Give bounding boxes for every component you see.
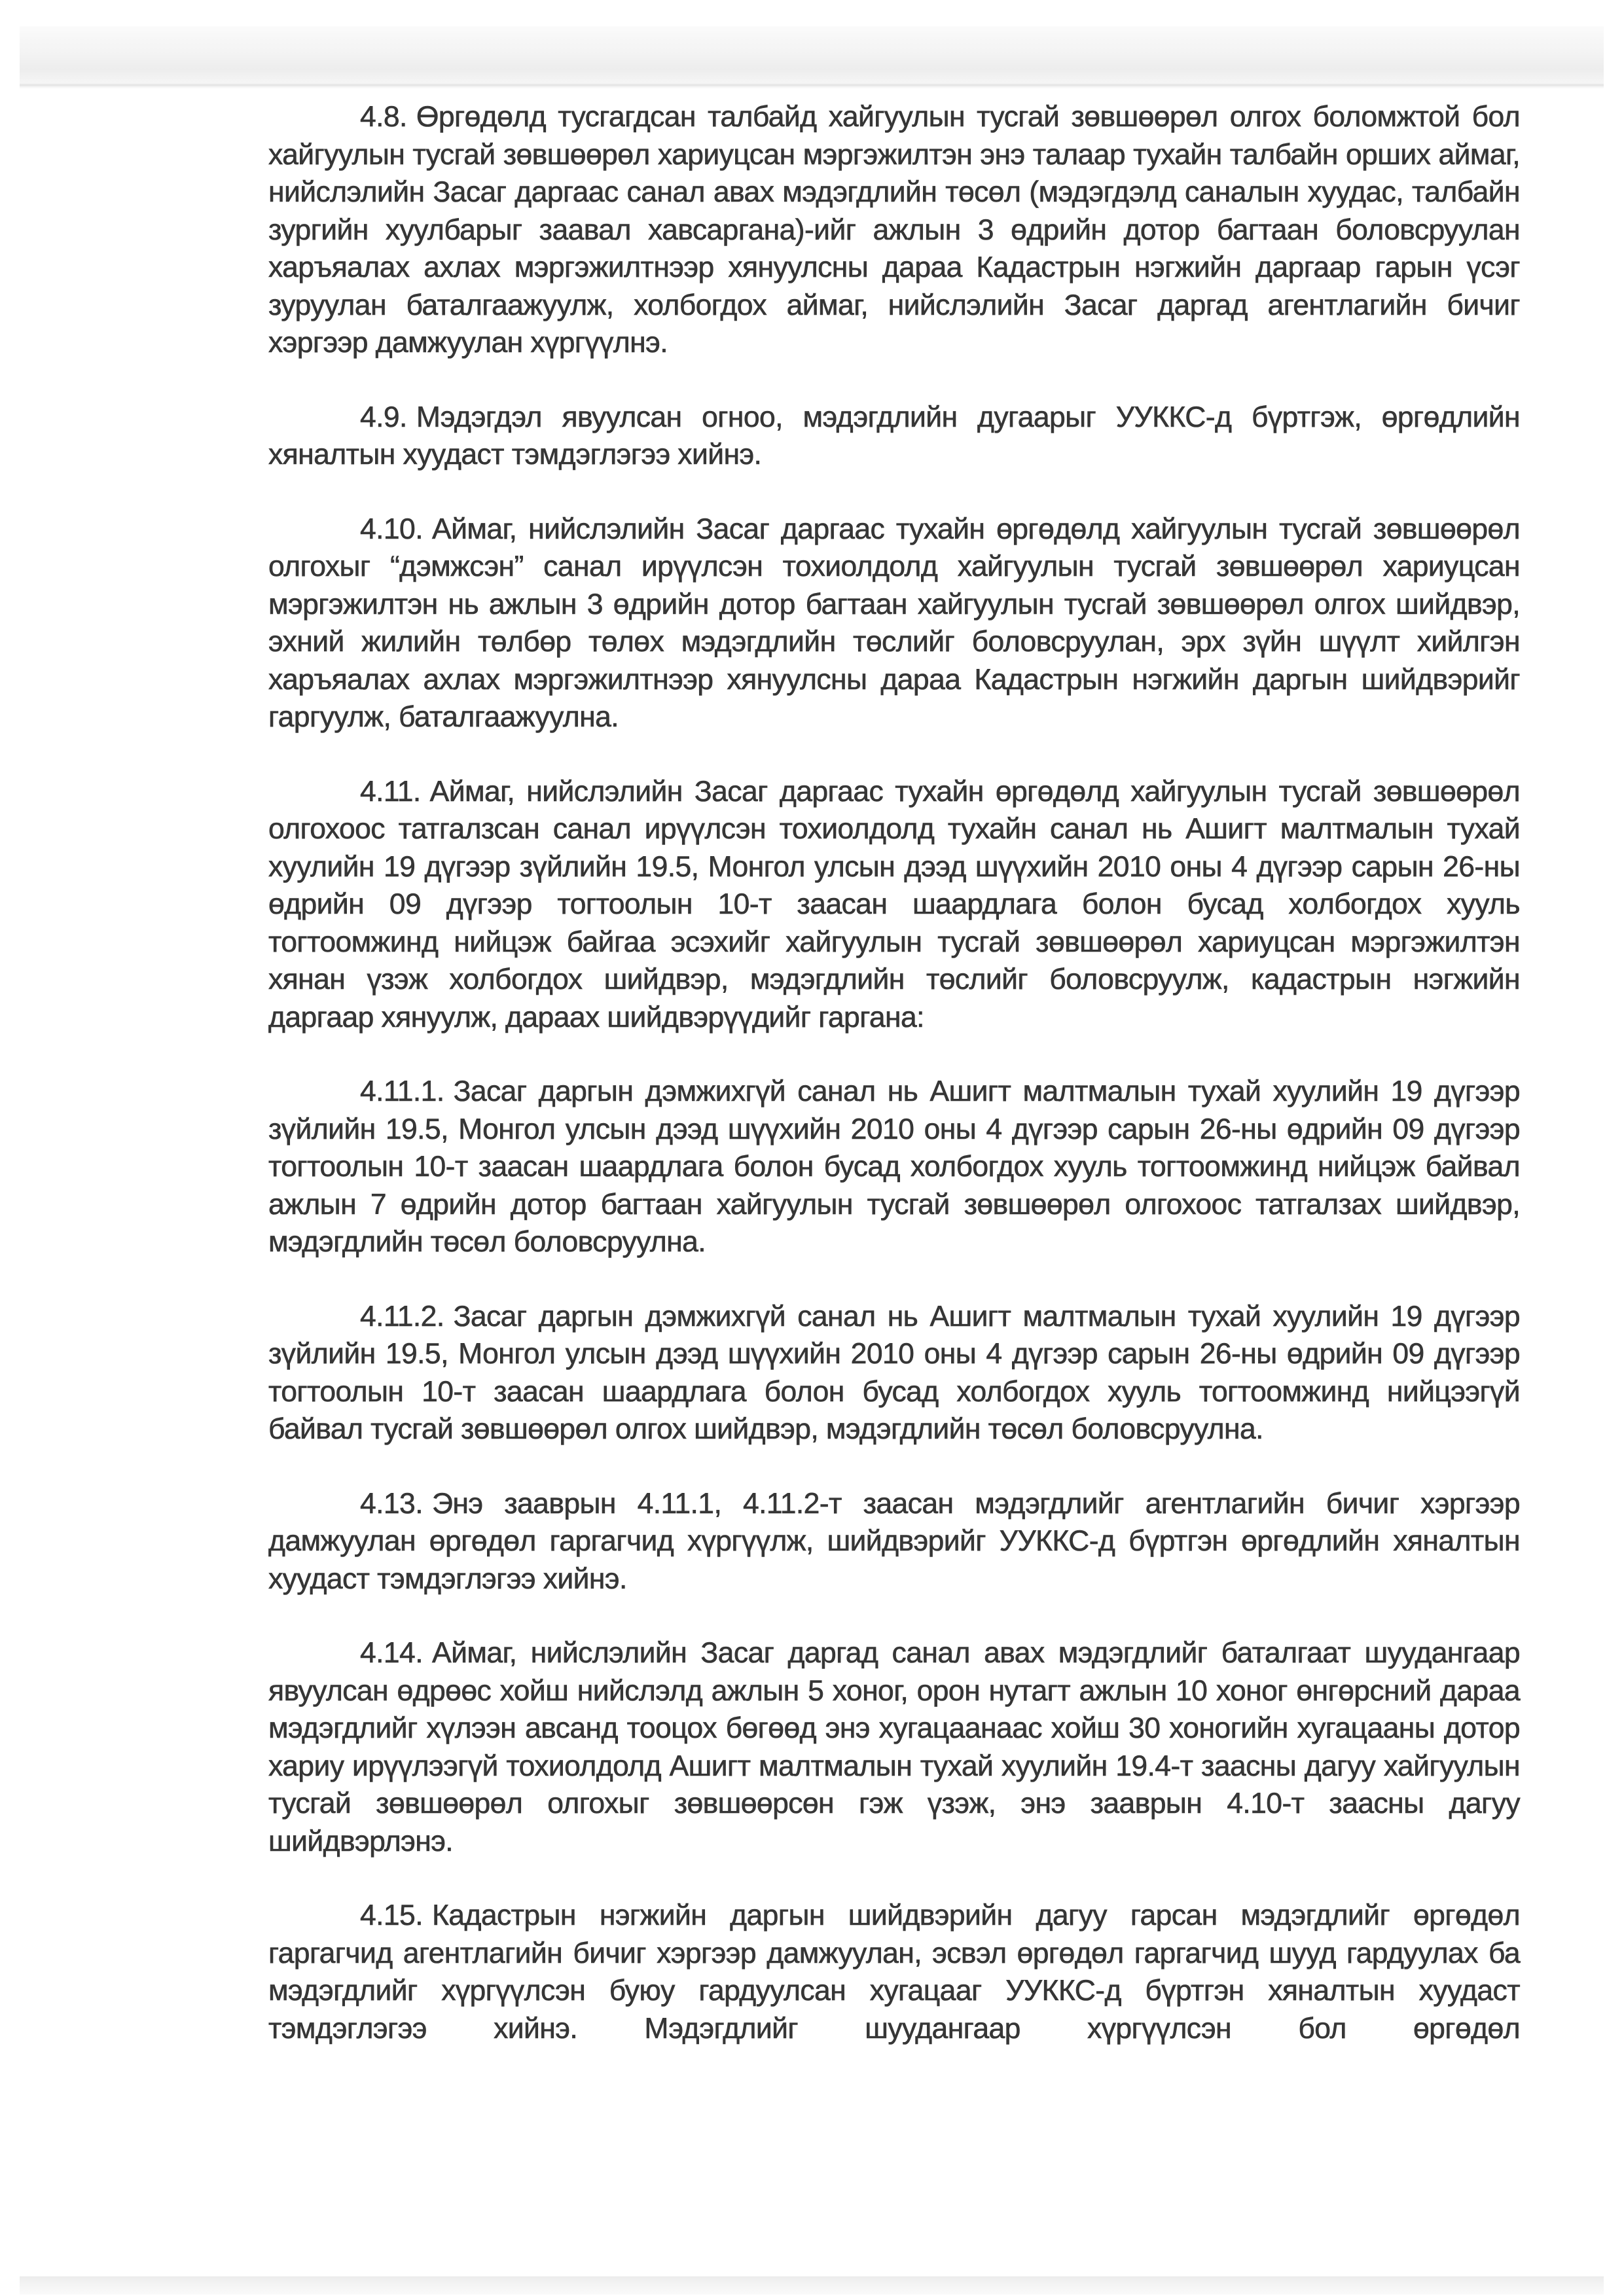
paragraph-text: Засаг даргын дэмжихгүй санал нь Ашигт малтмалын тухай хуулийн 19 дүгээр зүйлийн 19.5, Монгол улсын дээд шүүхийн 2010 оны 4 дүгээр сарын 26-ны өдрийн 09 дүгээр тогтоолын 10-т заасан шаардлага болон бусад холбогдох хууль тогтоомжинд нийцэж байвал ажлын 7 өдрийн дотор багтаан хайгуулын тусгай зөвшөөрөл олгохоос татгалзах шийдвэр, мэдэгдлийн төсөл боловсруулна. <box>268 1075 1520 1258</box>
paragraph-number: 4.9. <box>360 401 407 433</box>
paragraph-4-8 <box>268 98 1520 362</box>
paragraph-number: 4.10. <box>360 512 423 545</box>
paragraph-4-15 <box>268 1897 1520 2047</box>
paragraph-text: Өргөдөлд тусгагдсан талбайд хайгуулын тусгай зөвшөөрөл олгох боломжтой бол хайгуулын тусгай зөвшөөрөл хариуцсан мэргэжилтэн энэ талаар тухайн талбайн орших аймаг, нийслэлийн Засаг даргаас санал авах мэдэгдлийн төсөл (мэдэгдэлд саналын хуудас, талбайн зургийн хуулбарыг заавал хавсаргана)-ийг ажлын 3 өдрийн дотор багтаан боловсруулан харъяалах ахлах мэргэжилтнээр хянуулсны дараа Кадастрын нэгжийн даргаар гарын үсэг зуруулан баталгаажуулж, холбогдох аймаг, нийслэлийн Засаг даргад агентлагийн бичиг хэргээр дамжуулан хүргүүлнэ. <box>268 101 1520 359</box>
paragraph-4-14 <box>268 1634 1520 1860</box>
scan-artifact-bottom <box>20 2276 1604 2295</box>
document-page <box>268 98 1520 2084</box>
paragraph-text: Аймаг, нийслэлийн Засаг даргаас тухайн өргөдөлд хайгуулын тусгай зөвшөөрөл олгохоос татгалзсан санал ирүүлсэн тохиолдолд тухайн санал нь Ашигт малтмалын тухай хуулийн 19 дүгээр зүйлийн 19.5, Монгол улсын дээд шүүхийн 2010 оны 4 дүгээр сарын 26-ны өдрийн 09 дүгээр тогтоолын 10-т заасан шаардлага болон бусад холбогдох хууль тогтоомжинд нийцэж байгаа эсэхийг хайгуулын тусгай зөвшөөрөл хариуцсан мэргэжилтэн хянан үзэж холбогдох шийдвэр, мэдэгдлийн төслийг боловсруулж, кадастрын нэгжийн даргаар хянуулж, дараах шийдвэрүүдийг гаргана: <box>268 775 1520 1033</box>
paragraph-4-10 <box>268 511 1520 736</box>
scan-artifact-top <box>20 26 1604 88</box>
paragraph-number: 4.14. <box>360 1637 423 1669</box>
paragraph-number: 4.8. <box>360 101 407 133</box>
paragraph-4-9 <box>268 399 1520 474</box>
paragraph-text: Засаг даргын дэмжихгүй санал нь Ашигт малтмалын тухай хуулийн 19 дүгээр зүйлийн 19.5, Монгол улсын дээд шүүхийн 2010 оны 4 дүгээр сарын 26-ны өдрийн 09 дүгээр тогтоолын 10-т заасан шаардлага болон бусад холбогдох хууль тогтоомжинд нийцээгүй байвал тусгай зөвшөөрөл олгох шийдвэр, мэдэгдлийн төсөл боловсруулна. <box>268 1300 1520 1445</box>
paragraph-text: Аймаг, нийслэлийн Засаг даргаас тухайн өргөдөлд хайгуулын тусгай зөвшөөрөл олгохыг “дэмжсэн” санал ирүүлсэн тохиолдолд хайгуулын тусгай зөвшөөрөл хариуцсан мэргэжилтэн нь ажлын 3 өдрийн дотор багтаан хайгуулын тусгай зөвшөөрөл олгох шийдвэр, эхний жилийн төлбөр төлөх мэдэгдлийн төслийг боловсруулан, эрх зүйн шүүлт хийлгэн харъяалах ахлах мэргэжилтнээр хянуулсны дараа Кадастрын нэгжийн даргын шийдвэрийг гаргуулж, баталгаажуулна. <box>268 512 1520 733</box>
paragraph-text: Мэдэгдэл явуулсан огноо, мэдэгдлийн дугаарыг УУККС-д бүртгэж, өргөдлийн хяналтын хуудаст тэмдэглэгээ хийнэ. <box>268 401 1520 471</box>
paragraph-text: Энэ зааврын 4.11.1, 4.11.2-т заасан мэдэгдлийг агентлагийн бичиг хэргээр дамжуулан өргөдөл гаргагчид хүргүүлж, шийдвэрийг УУККС-д бүртгэн өргөдлийн хяналтын хуудаст тэмдэглэгээ хийнэ. <box>268 1487 1520 1595</box>
paragraph-4-13 <box>268 1485 1520 1598</box>
paragraph-text: Аймаг, нийслэлийн Засаг даргад санал авах мэдэгдлийг баталгаат шуудангаар явуулсан өдрөөс хойш нийслэлд ажлын 5 хоног, орон нутагт ажлын 10 хоног өнгөрсний дараа мэдэгдлийг хүлээн авсанд тооцох бөгөөд энэ хугацаанаас хойш 30 хоногийн хугацааны дотор хариу ирүүлээгүй тохиолдолд Ашигт малтмалын тухай хуулийн 19.4-т заасны дагуу хайгуулын тусгай зөвшөөрөл олгохыг зөвшөөрсөн гэж үзэж, энэ зааврын 4.10-т заасны дагуу шийдвэрлэнэ. <box>268 1637 1520 1857</box>
paragraph-4-11-1 <box>268 1073 1520 1261</box>
paragraph-4-11-2 <box>268 1298 1520 1448</box>
paragraph-number: 4.11.1. <box>360 1075 444 1107</box>
paragraph-4-11 <box>268 773 1520 1037</box>
paragraph-number: 4.15. <box>360 1899 423 1931</box>
paragraph-number: 4.11. <box>360 775 421 808</box>
paragraph-number: 4.11.2. <box>360 1300 444 1333</box>
paragraph-number: 4.13. <box>360 1487 423 1520</box>
scan-artifact-line <box>20 84 1604 86</box>
paragraph-text: Кадастрын нэгжийн даргын шийдвэрийн дагуу гарсан мэдэгдлийг өргөдөл гаргагчид агентлагийн бичиг хэргээр дамжуулан, эсвэл өргөдөл гаргагчид шууд гардуулах ба мэдэгдлийг хүргүүлсэн буюу гардуулсан хугацааг УУККС-д бүртгэн хяналтын хуудаст тэмдэглэгээ хийнэ. Мэдэгдлийг шуудангаар хүргүүлсэн бол өргөдөл <box>268 1899 1520 2045</box>
